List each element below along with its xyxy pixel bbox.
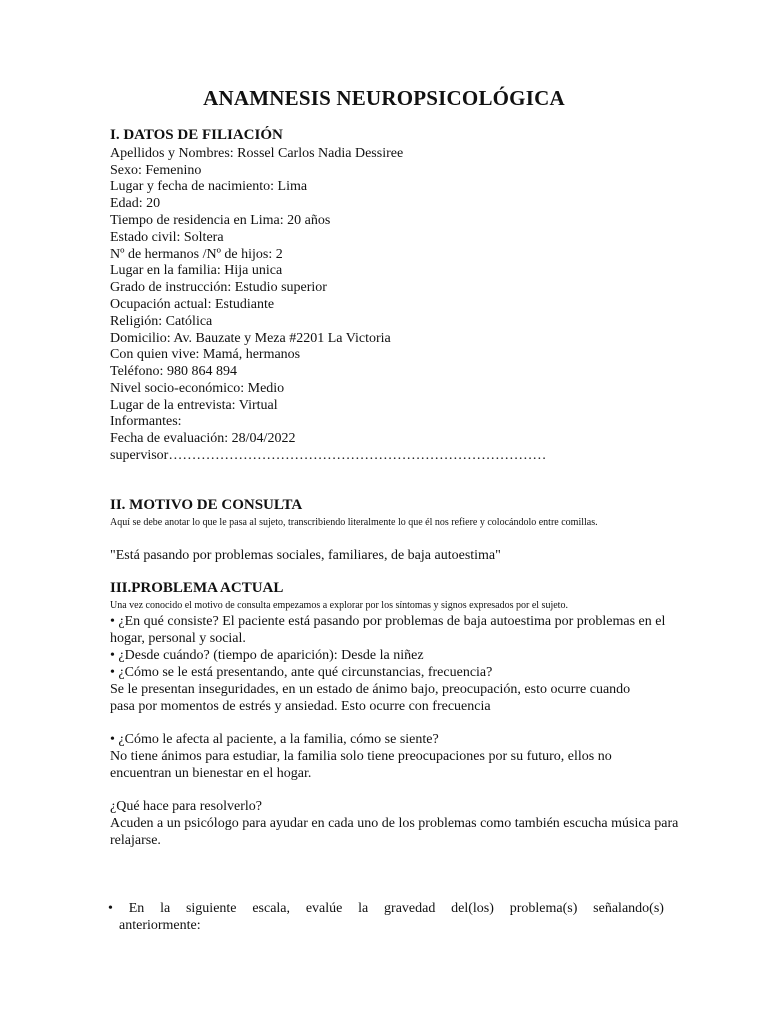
field-apellidos-nombres: Apellidos y Nombres: Rossel Carlos Nadia Dessiree	[110, 146, 404, 161]
question-text: ¿Desde cuándo? (tiempo de aparición): Desde la niñez	[118, 648, 424, 663]
question-como-le-afecta	[110, 732, 670, 749]
scale-word: problema(s)	[509, 901, 578, 916]
motivo-quote: "Está pasando por problemas sociales, familiares, de baja autoestima"	[110, 548, 501, 563]
scale-instruction-line2: anteriormente:	[119, 918, 201, 933]
field-ocupacion: Ocupación actual: Estudiante	[110, 297, 275, 312]
scale-word: evalúe	[305, 901, 343, 916]
bullet-icon: •	[110, 732, 115, 747]
answer-como-se-presenta: Se le presentan inseguridades, en un estado de ánimo bajo, preocupación, esto ocurre cuando pasa por momentos de estrés y ansiedad. Esto ocurre con frecuencia	[110, 682, 631, 714]
question-que-hace: ¿Qué hace para resolverlo?	[110, 799, 262, 814]
question-en-que-consiste	[110, 614, 670, 648]
answer-como-le-afecta: No tiene ánimos para estudiar, la familia solo tiene preocupaciones por su futuro, ellos no encuentran un bienestar en el hogar.	[110, 749, 612, 781]
instruction-note-motivo: Aquí se debe anotar lo que le pasa al sujeto, transcribiendo literalmente lo que él nos refiere y colocándolo entre comillas.	[110, 517, 598, 528]
field-hermanos-hijos: Nº de hermanos /Nº de hijos: 2	[110, 247, 283, 262]
scale-word: escala,	[252, 901, 291, 916]
bullet-icon: •	[110, 614, 115, 629]
bullet-icon: •	[110, 665, 115, 680]
question-como-se-presenta	[110, 665, 670, 682]
question-desde-cuando	[110, 648, 670, 665]
field-sexo: Sexo: Femenino	[110, 163, 202, 178]
instruction-note-problema: Una vez conocido el motivo de consulta empezamos a explorar por los síntomas y signos expresados por el sujeto.	[110, 600, 568, 611]
scale-instruction	[108, 900, 664, 934]
field-lugar-familia: Lugar en la familia: Hija unica	[110, 263, 283, 278]
field-lugar-fecha-nacimiento: Lugar y fecha de nacimiento: Lima	[110, 179, 308, 194]
bullet-icon: •	[108, 901, 113, 916]
field-estado-civil: Estado civil: Soltera	[110, 230, 224, 245]
field-edad: Edad: 20	[110, 196, 161, 211]
field-domicilio: Domicilio: Av. Bauzate y Meza #2201 La Victoria	[110, 331, 391, 346]
field-tiempo-residencia: Tiempo de residencia en Lima: 20 años	[110, 213, 331, 228]
answer-que-hace: Acuden a un psicólogo para ayudar en cada uno de los problemas como también escucha música para relajarse.	[110, 816, 679, 848]
field-con-quien-vive: Con quien vive: Mamá, hermanos	[110, 347, 301, 362]
section-heading-problema-actual: III.PROBLEMA ACTUAL	[110, 580, 284, 596]
field-telefono: Teléfono: 980 864 894	[110, 364, 237, 379]
field-grado-instruccion: Grado de instrucción: Estudio superior	[110, 280, 327, 295]
scale-word: En	[128, 901, 145, 916]
question-text: ¿Cómo se le está presentando, ante qué circunstancias, frecuencia?	[118, 665, 493, 680]
section-heading-datos-filiacion: I. DATOS DE FILIACIÓN	[110, 127, 283, 143]
question-text: ¿Cómo le afecta al paciente, a la familia, cómo se siente?	[118, 732, 439, 747]
section-heading-motivo-consulta: II. MOTIVO DE CONSULTA	[110, 497, 303, 513]
document-title: ANAMNESIS NEUROPSICOLÓGICA	[203, 86, 565, 110]
scale-word: gravedad	[384, 901, 436, 916]
field-lugar-entrevista: Lugar de la entrevista: Virtual	[110, 398, 278, 413]
question-text: ¿En qué consiste? El paciente está pasando por problemas de baja autoestima por problemas en el hogar, personal y social.	[110, 614, 666, 646]
scale-instruction-line1	[108, 900, 664, 917]
scale-word: del(los)	[451, 901, 494, 916]
field-religion: Religión: Católica	[110, 314, 213, 329]
field-informantes: Informantes:	[110, 414, 182, 429]
bullet-icon: •	[110, 648, 115, 663]
scale-word: la	[358, 901, 369, 916]
scale-word: la	[160, 901, 171, 916]
field-nivel-socioeconomico: Nivel socio-económico: Medio	[110, 381, 285, 396]
scale-word: siguiente	[185, 901, 237, 916]
field-supervisor: supervisor………………………………………………………………………	[110, 448, 547, 463]
scale-word: señalando(s)	[593, 901, 664, 916]
field-fecha-evaluacion: Fecha de evaluación: 28/04/2022	[110, 431, 296, 446]
